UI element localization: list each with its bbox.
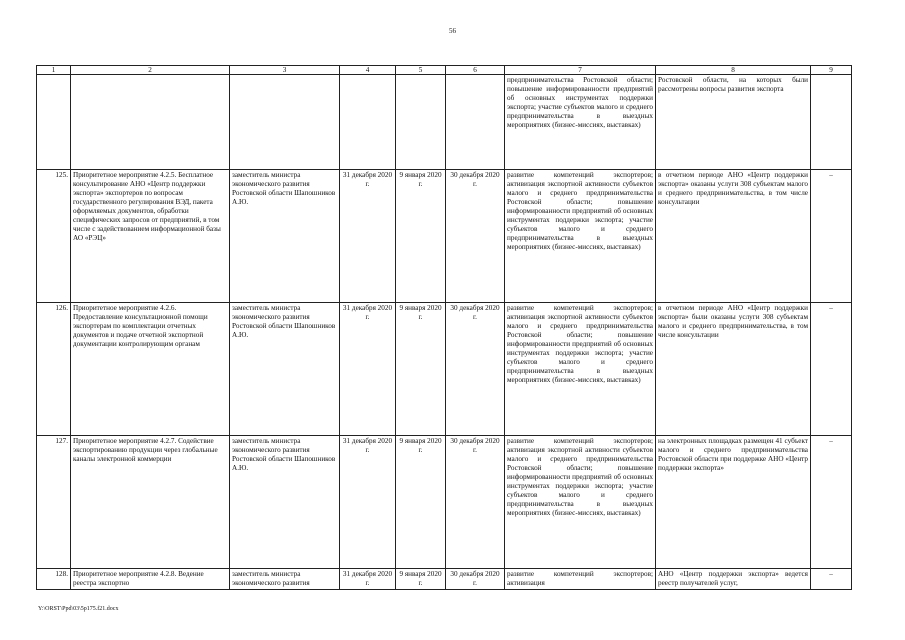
column-number: 5 xyxy=(396,66,446,75)
table-row xyxy=(37,75,852,170)
result-cell: развитие компетенций экспортеров; активизация экспортной активности субъектов малого и среднего предпринимательства Ростовской области; повышение информированности предприятий об основных инструментах поддержки экспорта; участие субъектов малого и среднего предпринимательства в выездных мероприятиях (бизнес-миссиях, выставках) xyxy=(505,303,656,436)
result-cell: развитие компетенций экспортеров; активизация экспортной активности субъектов малого и среднего предпринимательства Ростовской области; повышение информированности предприятий об основных инструментах поддержки экспорта; участие субъектов малого и среднего предпринимательства в выездных мероприятиях (бизнес-миссиях, выставках) xyxy=(505,170,656,303)
note-cell xyxy=(811,75,852,170)
column-number-row xyxy=(37,66,852,75)
responsible-cell: заместитель министра экономического развития Ростовской области Шапошников А.Ю. xyxy=(230,170,340,303)
date-start-cell: 9 января 2020 г. xyxy=(396,303,446,436)
date-plan-cell xyxy=(340,75,396,170)
status-cell: в отчетном периоде АНО «Центр поддержки экспорта» оказаны услуги 308 субъектам малого и среднего предпринимательства, в том числе консультации xyxy=(656,170,811,303)
date-end-cell: 30 декабря 2020 г. xyxy=(446,303,505,436)
responsible-cell: заместитель министра экономического развития Ростовской области Шапошников А.Ю. xyxy=(230,436,340,569)
row-number: 128. xyxy=(37,569,71,590)
table-row xyxy=(37,170,852,303)
result-cell: предпринимательства Ростовской области; повышение информированности предприятий об основных инструментах поддержки экспорта; участие субъектов малого и среднего предпринимательства в выездных мероприятиях (бизнес-миссиях, выставках) xyxy=(505,75,656,170)
column-number: 4 xyxy=(340,66,396,75)
date-plan-cell: 31 декабря 2020 г. xyxy=(340,303,396,436)
responsible-cell: заместитель министра экономического развития xyxy=(230,569,340,590)
table-row xyxy=(37,303,852,436)
date-end-cell: 30 декабря 2020 г. xyxy=(446,436,505,569)
date-end-cell: 30 декабря 2020 г. xyxy=(446,170,505,303)
note-cell: – xyxy=(811,436,852,569)
row-number: 125. xyxy=(37,170,71,303)
table-row xyxy=(37,436,852,569)
status-cell: Ростовской области, на которых были рассмотрены вопросы развития экспорта xyxy=(656,75,811,170)
activity-cell: Приоритетное мероприятие 4.2.6. Предоставление консультационной помощи экспортерам по комплектации отчетных документов и подаче отчетной экспортной документации контролирующим органам xyxy=(71,303,230,436)
report-table xyxy=(36,65,852,590)
activity-cell: Приоритетное мероприятие 4.2.8. Ведение реестра экспортно xyxy=(71,569,230,590)
row-number xyxy=(37,75,71,170)
column-number: 1 xyxy=(37,66,71,75)
activity-cell xyxy=(71,75,230,170)
column-number: 2 xyxy=(71,66,230,75)
note-cell: – xyxy=(811,569,852,590)
date-start-cell: 9 января 2020 г. xyxy=(396,569,446,590)
date-plan-cell: 31 декабря 2020 г. xyxy=(340,436,396,569)
table-row xyxy=(37,569,852,590)
row-number: 126. xyxy=(37,303,71,436)
date-end-cell xyxy=(446,75,505,170)
column-number: 9 xyxy=(811,66,852,75)
column-number: 3 xyxy=(230,66,340,75)
row-number: 127. xyxy=(37,436,71,569)
activity-cell: Приоритетное мероприятие 4.2.5. Бесплатное консультирование АНО «Центр поддержки экспорта» экспортеров по вопросам государственного регулирования ВЭД, пакета оформляемых документов, обработки специфических запросов от предприятий, в том числе с задействованием информационной базы АО «РЭЦ» xyxy=(71,170,230,303)
result-cell: развитие компетенций экспортеров; активизация экспортной активности субъектов малого и среднего предпринимательства Ростовской области; повышение информированности предприятий об основных инструментах поддержки экспорта; участие субъектов малого и среднего предпринимательства в выездных мероприятиях (бизнес-миссиях, выставках) xyxy=(505,436,656,569)
column-number: 6 xyxy=(446,66,505,75)
result-cell: развитие компетенций экспортеров; активизация xyxy=(505,569,656,590)
file-path-footer: Y:\ORST\Ppd\03\5p175.f21.docx xyxy=(38,606,119,612)
date-plan-cell: 31 декабря 2020 г. xyxy=(340,170,396,303)
responsible-cell xyxy=(230,75,340,170)
status-cell: в отчетном периоде АНО «Центр поддержки экспорта» были оказаны услуги 308 субъектам малого и среднего предпринимательства, в том числе консультации xyxy=(656,303,811,436)
date-end-cell: 30 декабря 2020 г. xyxy=(446,569,505,590)
note-cell: – xyxy=(811,170,852,303)
status-cell: АНО «Центр поддержки экспорта» ведется реестр получателей услуг, xyxy=(656,569,811,590)
date-start-cell: 9 января 2020 г. xyxy=(396,170,446,303)
date-plan-cell: 31 декабря 2020 г. xyxy=(340,569,396,590)
date-start-cell: 9 января 2020 г. xyxy=(396,436,446,569)
status-cell: на электронных площадках размещен 41 субъект малого и среднего предпринимательства Ростовской области при поддержке АНО «Центр поддержки экспорта» xyxy=(656,436,811,569)
activity-cell: Приоритетное мероприятие 4.2.7. Содействие экспортированию продукции через глобальные каналы электронной коммерции xyxy=(71,436,230,569)
page-number: 56 xyxy=(449,27,456,35)
date-start-cell xyxy=(396,75,446,170)
column-number: 7 xyxy=(505,66,656,75)
responsible-cell: заместитель министра экономического развития Ростовской области Шапошников А.Ю. xyxy=(230,303,340,436)
column-number: 8 xyxy=(656,66,811,75)
note-cell: – xyxy=(811,303,852,436)
